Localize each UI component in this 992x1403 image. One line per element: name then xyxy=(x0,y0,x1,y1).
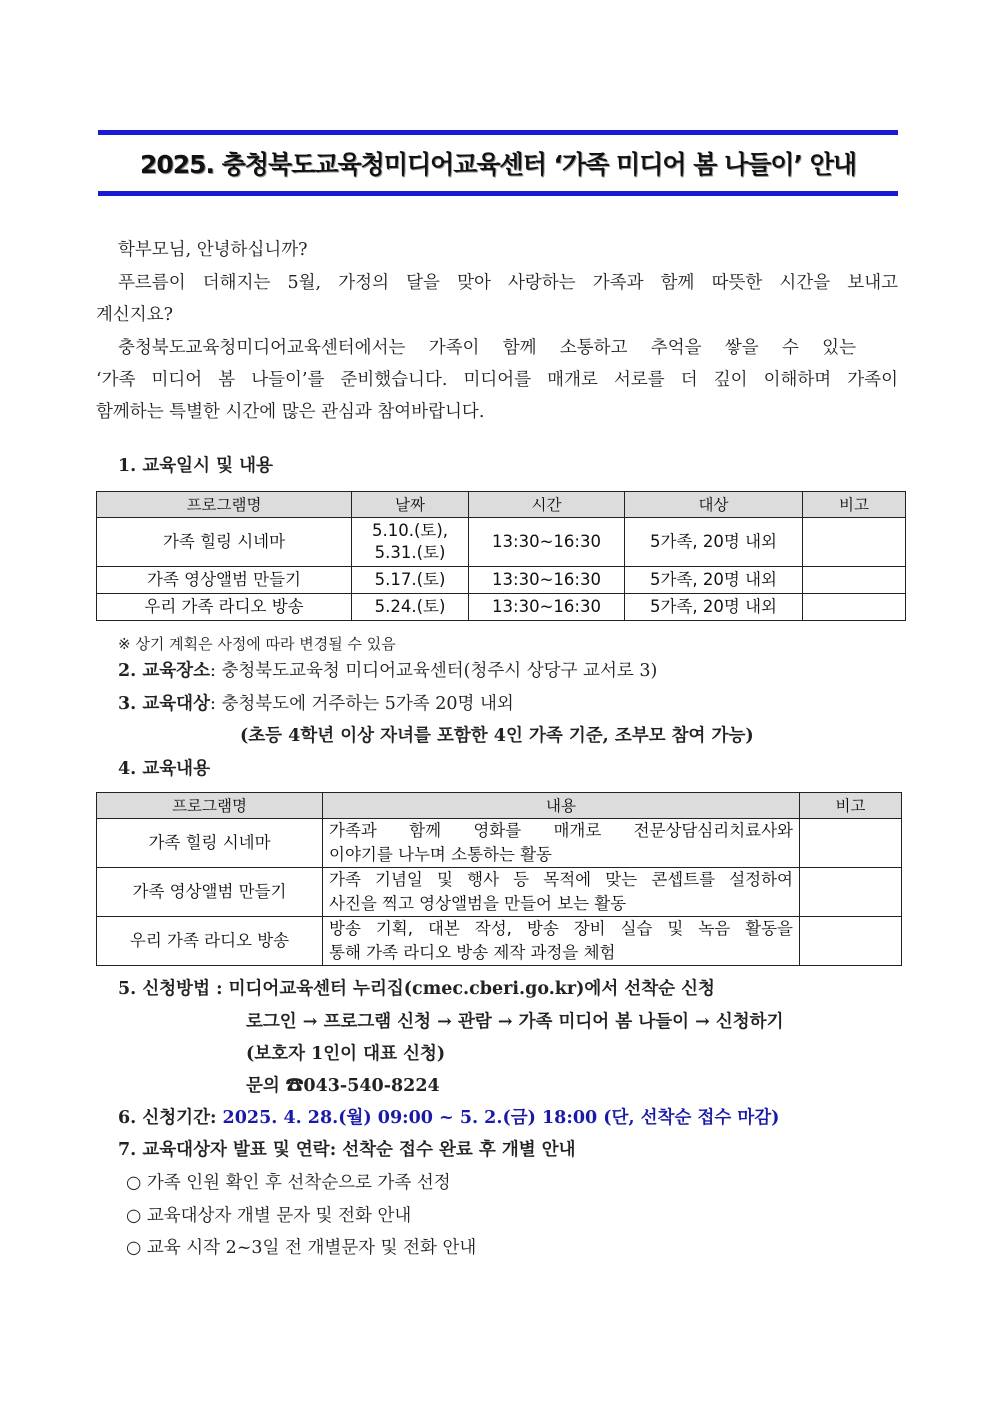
content-desc-line1: 가족 기념일 및 행사 등 목적에 맞는 콘셉트를 설정하여 xyxy=(329,870,793,889)
content-desc-line1: 가족과 함께 영화를 매개로 전문상담심리치료사와 xyxy=(329,821,793,840)
list-item: ○ 교육 시작 2~3일 전 개별문자 및 전화 안내 xyxy=(126,1238,477,1258)
schedule-cell-note xyxy=(803,518,906,567)
content-table xyxy=(96,792,902,966)
content-cell-name: 우리 가족 라디오 방송 xyxy=(97,917,323,966)
schedule-table xyxy=(96,491,906,621)
schedule-date-line1: 5.10.(토), xyxy=(371,521,449,540)
section3 xyxy=(118,694,514,714)
schedule-header-row xyxy=(97,492,906,518)
schedule-cell-date: 5.17.(토) xyxy=(352,567,469,594)
section5-steps: 로그인 → 프로그램 신청 → 관람 → 가족 미디어 봄 나들이 → 신청하기 xyxy=(246,1012,784,1032)
schedule-header-name: 프로그램명 xyxy=(97,492,352,518)
content-cell-name: 가족 힐링 시네마 xyxy=(97,819,323,868)
section1-heading: 1. 교육일시 및 내용 xyxy=(118,456,273,476)
content-cell-note xyxy=(800,917,902,966)
table-row xyxy=(97,819,902,868)
schedule-cell-name: 가족 영상앨범 만들기 xyxy=(97,567,352,594)
content-cell-desc xyxy=(323,819,800,868)
section2-label: 2. 교육장소 xyxy=(118,661,210,681)
table-row xyxy=(97,594,906,621)
content-cell-desc xyxy=(323,868,800,917)
schedule-cell-target: 5가족, 20명 내외 xyxy=(625,567,803,594)
content-cell-note xyxy=(800,868,902,917)
section3-label: 3. 교육대상 xyxy=(118,694,210,714)
content-header-content: 내용 xyxy=(323,793,800,819)
content-header-row xyxy=(97,793,902,819)
intro-p1-line2: 계신지요? xyxy=(96,305,174,325)
intro-p2-line2: ‘가족 미디어 봄 나들이’를 준비했습니다. 미디어를 매개로 서로를 더 깊이 이해하며 가족이 xyxy=(96,370,898,390)
schedule-footnote: ※ 상기 계획은 사정에 따라 변경될 수 있음 xyxy=(118,635,396,653)
table-row xyxy=(97,567,906,594)
greeting: 학부모님, 안녕하십니까? xyxy=(118,240,308,260)
content-desc-line2: 통해 가족 라디오 방송 제작 과정을 체험 xyxy=(329,943,616,962)
schedule-cell-name: 가족 힐링 시네마 xyxy=(97,518,352,567)
section5-contact: 문의 ☎043-540-8224 xyxy=(246,1076,440,1096)
schedule-cell-date xyxy=(352,518,469,567)
schedule-header-time: 시간 xyxy=(469,492,625,518)
content-header-name: 프로그램명 xyxy=(97,793,323,819)
intro-p1-line1: 푸르름이 더해지는 5월, 가정의 달을 맞아 사랑하는 가족과 함께 따뜻한 시간을 보내고 xyxy=(118,273,898,293)
section6-label: 6. 신청기간: xyxy=(118,1108,223,1128)
list-item: ○ 교육대상자 개별 문자 및 전화 안내 xyxy=(126,1206,412,1226)
section2 xyxy=(118,661,657,681)
section4-heading: 4. 교육내용 xyxy=(118,759,210,779)
schedule-header-date: 날짜 xyxy=(352,492,469,518)
title-rule-bottom xyxy=(98,191,898,196)
section6-period: 2025. 4. 28.(월) 09:00 ~ 5. 2.(금) 18:00 (단, 선착순 접수 마감) xyxy=(222,1108,780,1128)
schedule-header-target: 대상 xyxy=(625,492,803,518)
schedule-cell-time: 13:30~16:30 xyxy=(469,567,625,594)
intro-p2-line1: 충청북도교육청미디어교육센터에서는 가족이 함께 소통하고 추억을 쌓을 수 있는 xyxy=(118,338,856,358)
title-rule-top xyxy=(98,130,898,135)
content-desc-line2: 사진을 찍고 영상앨범을 만들어 보는 활동 xyxy=(329,894,627,913)
content-cell-name: 가족 영상앨범 만들기 xyxy=(97,868,323,917)
schedule-cell-target: 5가족, 20명 내외 xyxy=(625,518,803,567)
section2-text: : 충청북도교육청 미디어교육센터(청주시 상당구 교서로 3) xyxy=(209,661,658,681)
content-desc-line1: 방송 기획, 대본 작성, 방송 장비 실습 및 녹음 활동을 xyxy=(329,919,793,938)
table-row xyxy=(97,868,902,917)
schedule-cell-time: 13:30~16:30 xyxy=(469,518,625,567)
content-cell-desc xyxy=(323,917,800,966)
schedule-cell-name: 우리 가족 라디오 방송 xyxy=(97,594,352,621)
section3-text: : 충청북도에 거주하는 5가족 20명 내외 xyxy=(209,694,514,714)
table-row xyxy=(97,917,902,966)
content-cell-note xyxy=(800,819,902,868)
section7-heading: 7. 교육대상자 발표 및 연락: 선착순 접수 완료 후 개별 안내 xyxy=(118,1140,576,1160)
schedule-date-line2: 5.31.(토) xyxy=(374,543,446,562)
section5-line1: 5. 신청방법 : 미디어교육센터 누리집(cmec.cberi.go.kr)에서 선착순 신청 xyxy=(118,979,715,999)
schedule-cell-target: 5가족, 20명 내외 xyxy=(625,594,803,621)
content-header-note: 비고 xyxy=(800,793,902,819)
content-desc-line2: 이야기를 나누며 소통하는 활동 xyxy=(329,845,552,864)
list-item: ○ 가족 인원 확인 후 선착순으로 가족 선정 xyxy=(126,1173,451,1193)
schedule-cell-note xyxy=(803,594,906,621)
schedule-cell-note xyxy=(803,567,906,594)
table-row xyxy=(97,518,906,567)
section6 xyxy=(118,1108,779,1128)
schedule-header-note: 비고 xyxy=(803,492,906,518)
schedule-cell-date: 5.24.(토) xyxy=(352,594,469,621)
page-title: 2025. 충청북도교육청미디어교육센터 ‘가족 미디어 봄 나들이’ 안내 xyxy=(139,150,857,179)
schedule-cell-time: 13:30~16:30 xyxy=(469,594,625,621)
section5-note: (보호자 1인이 대표 신청) xyxy=(246,1044,446,1064)
section3-sub: (초등 4학년 이상 자녀를 포함한 4인 가족 기준, 조부모 참여 가능) xyxy=(240,726,754,746)
title-banner xyxy=(98,130,898,196)
intro-p2-line3: 함께하는 특별한 시간에 많은 관심과 참여바랍니다. xyxy=(96,402,485,422)
